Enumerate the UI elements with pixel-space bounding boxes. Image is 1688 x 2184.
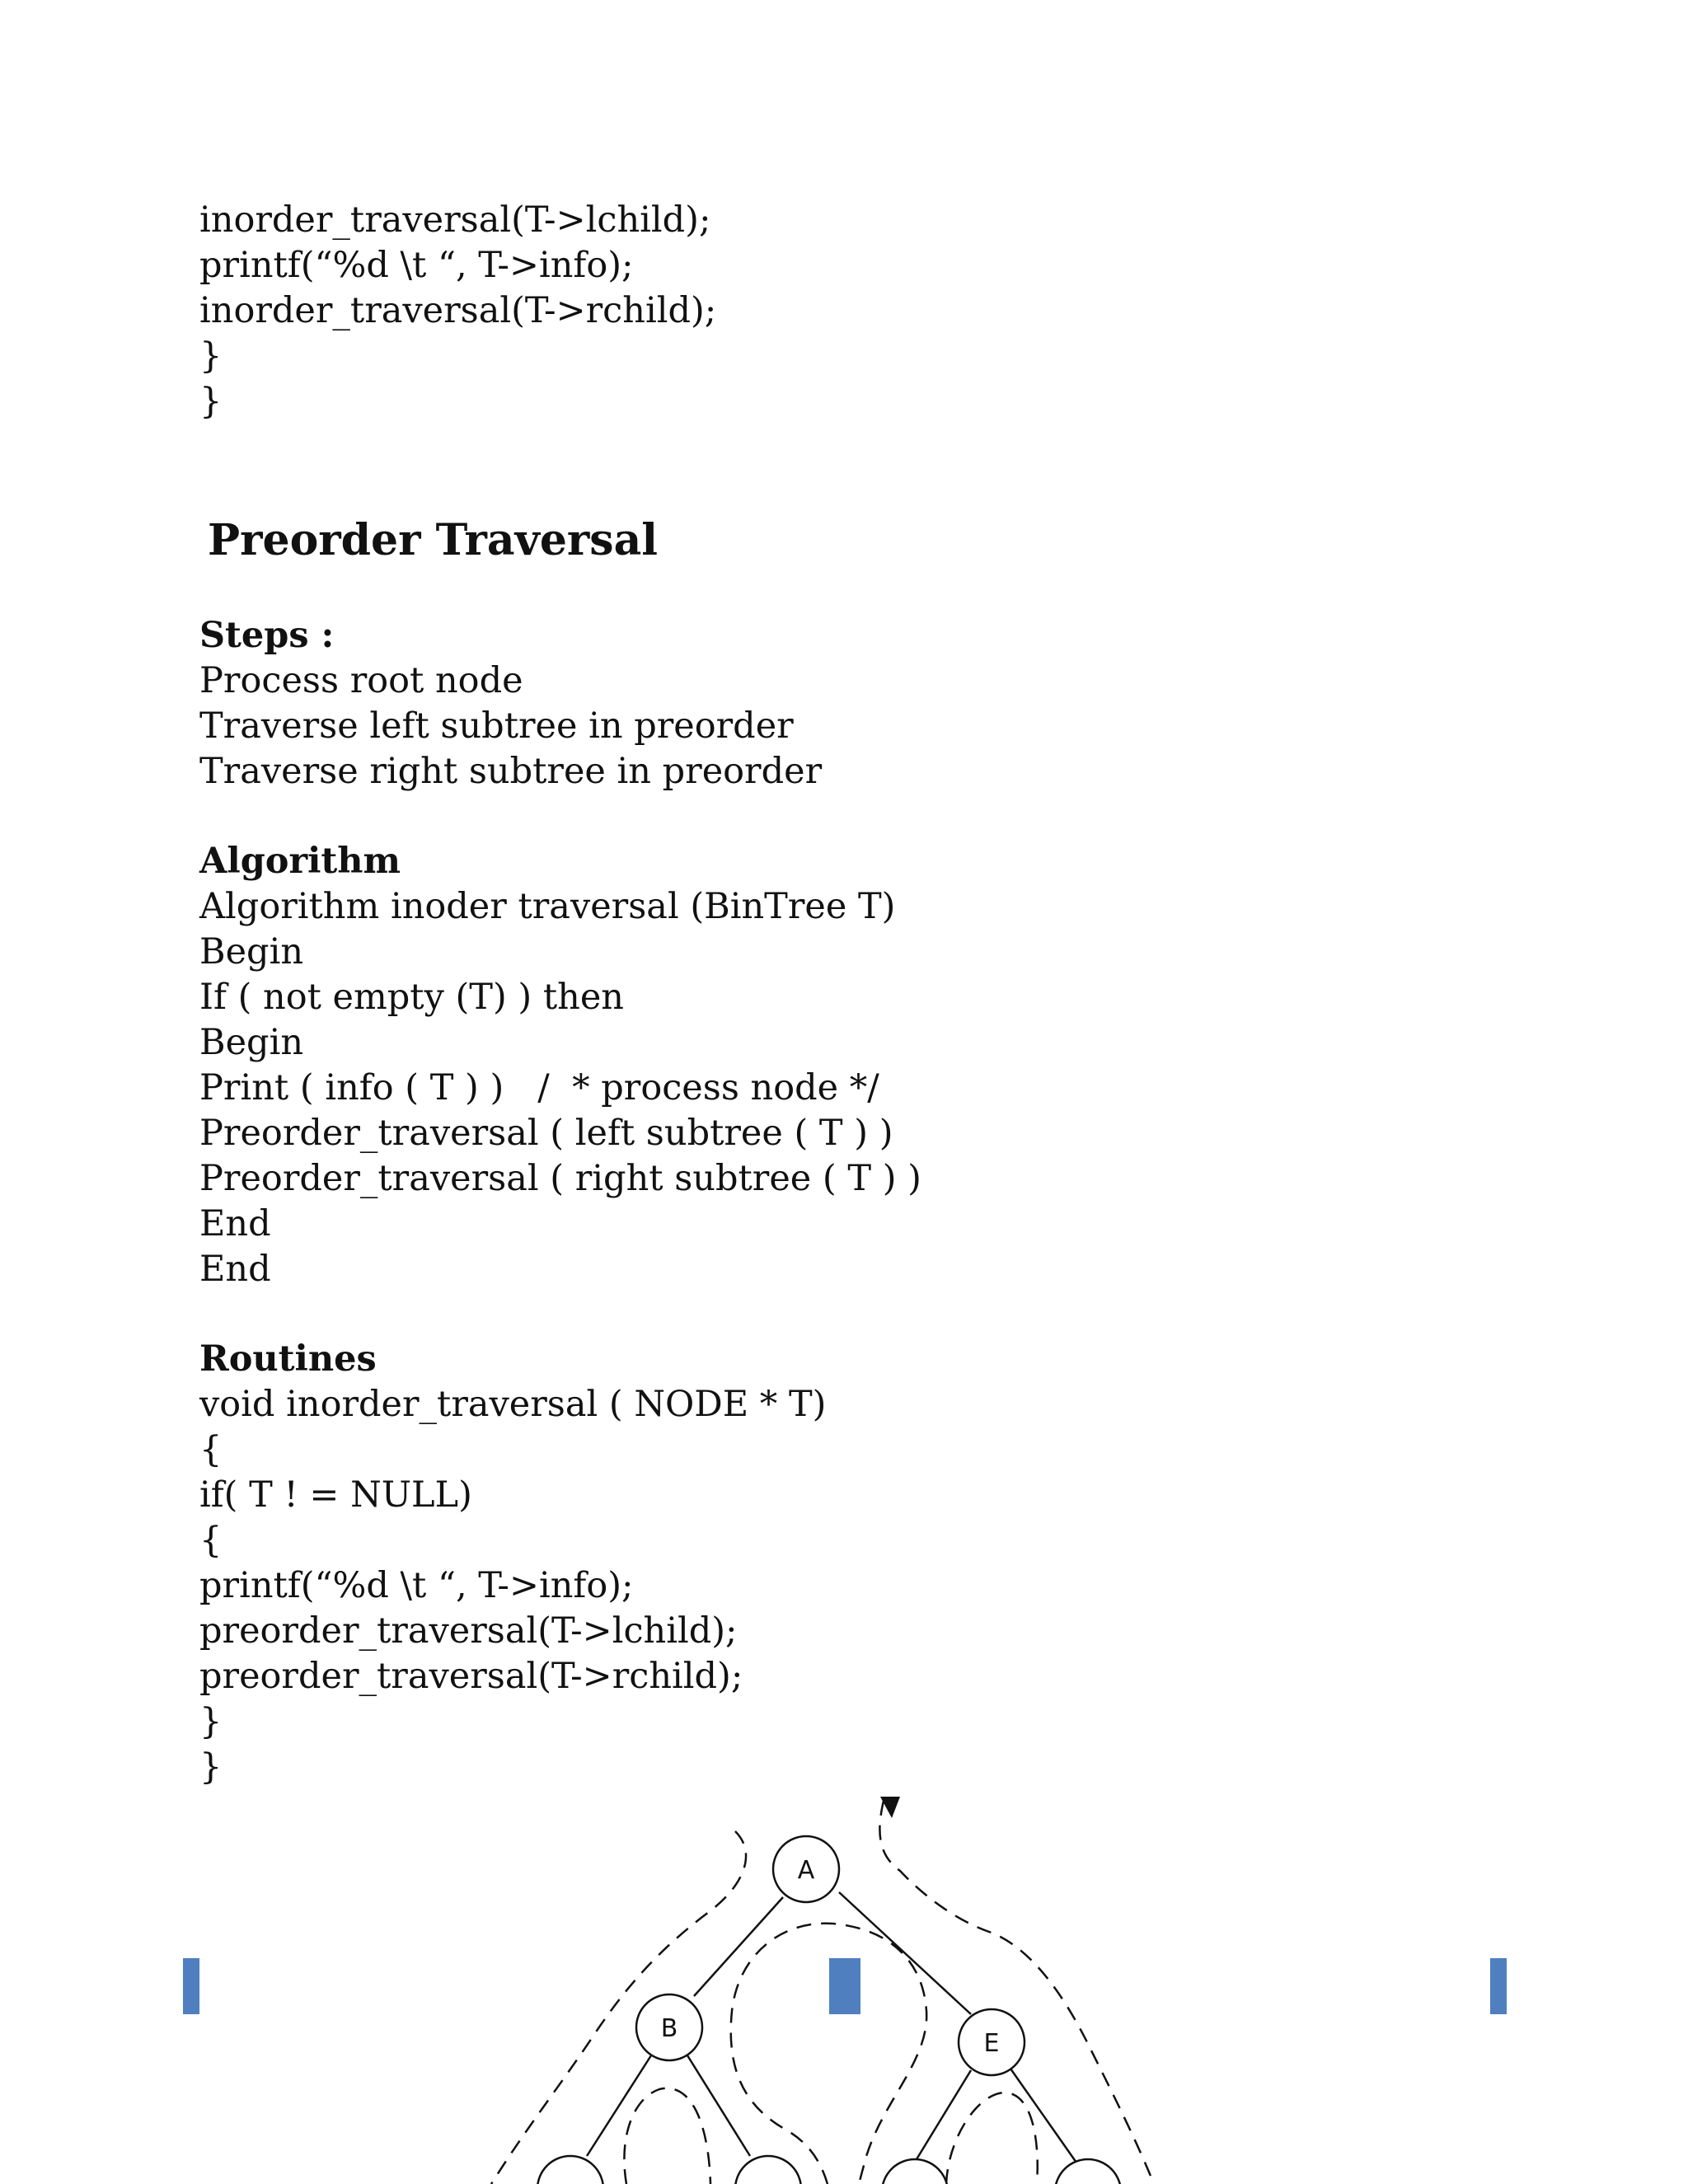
traversal-path-e-loop	[946, 2093, 1038, 2184]
arrowhead-icon	[880, 1797, 900, 1818]
algorithm-line: End	[199, 1249, 271, 1290]
traversal-path-left	[491, 1831, 746, 2184]
routine-line: preorder_traversal(T->lchild);	[199, 1610, 738, 1652]
step-item: Traverse left subtree in preorder	[199, 705, 794, 747]
tree-node-b	[636, 1994, 702, 2060]
algorithm-line: If ( not empty (T) ) then	[199, 977, 624, 1018]
node-label: E	[983, 2029, 1000, 2058]
algorithm-heading: Algorithm	[199, 841, 401, 882]
routine-line: {	[199, 1520, 223, 1561]
routines-heading: Routines	[199, 1338, 377, 1380]
steps-heading: Steps :	[199, 615, 335, 656]
edge-a-b	[694, 1897, 783, 1996]
algorithm-line: Print ( info ( T ) ) / * process node */	[199, 1067, 879, 1108]
code-line: printf(“%d \t “, T->info);	[199, 245, 634, 286]
code-line: inorder_traversal(T->lchild);	[199, 199, 711, 241]
selection-handle-right[interactable]	[1490, 1958, 1507, 2014]
algorithm-line: Preorder_traversal ( right subtree ( T ) )	[199, 1158, 921, 1199]
selection-handle-left[interactable]	[183, 1958, 199, 2014]
routine-line: void inorder_traversal ( NODE * T)	[199, 1384, 827, 1425]
routine-line: preorder_traversal(T->rchild);	[199, 1656, 743, 1697]
routine-line: {	[199, 1429, 223, 1470]
node-label: B	[660, 2014, 678, 2043]
edge-e-right	[1010, 2069, 1076, 2163]
code-line: }	[199, 381, 223, 422]
edge-b-right	[687, 2055, 750, 2156]
algorithm-line: Begin	[199, 1022, 304, 1063]
tree-node-partial	[537, 2156, 603, 2184]
edge-b-left	[587, 2055, 651, 2156]
node-label: A	[797, 1856, 815, 1885]
selection-handle-center[interactable]	[829, 1958, 860, 2014]
algorithm-line: End	[199, 1203, 271, 1244]
tree-node-a	[773, 1836, 839, 1902]
routine-line: printf(“%d \t “, T->info);	[199, 1565, 634, 1606]
algorithm-line: Algorithm inoder traversal (BinTree T)	[199, 886, 896, 927]
algorithm-line: Preorder_traversal ( left subtree ( T ) )	[199, 1113, 893, 1154]
algorithm-line: Begin	[199, 931, 304, 972]
code-line: inorder_traversal(T->rchild);	[199, 290, 717, 331]
routine-line: }	[199, 1746, 223, 1788]
traversal-path-b-loop	[624, 2088, 710, 2184]
edge-e-left	[917, 2070, 971, 2159]
tree-node-partial	[735, 2156, 801, 2184]
traversal-path-right	[879, 1801, 1154, 2184]
code-line: }	[199, 335, 223, 377]
tree-node-partial	[1055, 2159, 1121, 2184]
tree-node-e	[959, 2009, 1025, 2075]
step-item: Process root node	[199, 660, 523, 701]
step-item: Traverse right subtree in preorder	[199, 751, 823, 792]
routine-line: }	[199, 1701, 223, 1742]
tree-node-partial	[882, 2159, 948, 2184]
routine-line: if( T ! = NULL)	[199, 1474, 472, 1516]
section-title: Preorder Traversal	[208, 515, 659, 565]
